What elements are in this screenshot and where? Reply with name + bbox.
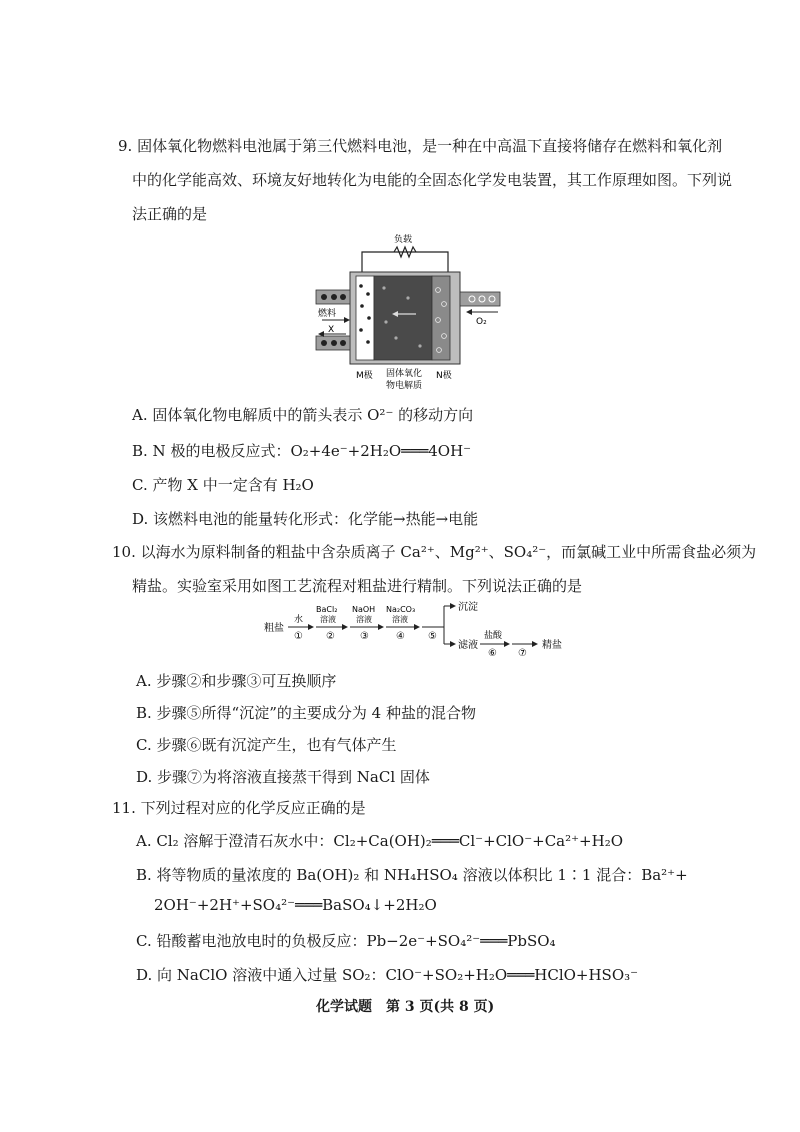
svg-text:②: ② bbox=[326, 631, 335, 642]
svg-text:⑤: ⑤ bbox=[428, 631, 437, 642]
q11-stem: 11. 下列过程对应的化学反应正确的是 bbox=[112, 799, 366, 817]
fine-salt-label: 精盐 bbox=[542, 640, 562, 651]
q11-option-d: D. 向 NaClO 溶液中通入过量 SO₂：ClO⁻+SO₂+H₂O═══HClO+HSO₃⁻ bbox=[136, 966, 639, 984]
q10-stem-line2: 精盐。实验室采用如图工艺流程对粗盐进行精制。下列说法正确的是 bbox=[132, 577, 583, 595]
q11-option-a: A. Cl₂ 溶解于澄清石灰水中：Cl₂+Ca(OH)₂═══Cl⁻+ClO⁻+Ca²⁺+H₂O bbox=[136, 832, 624, 850]
svg-text:水: 水 bbox=[294, 615, 304, 625]
svg-text:④: ④ bbox=[396, 631, 405, 642]
electrolyte-label-2: 物电解质 bbox=[386, 381, 423, 391]
purification-flow-diagram bbox=[262, 598, 572, 658]
load-label: 负载 bbox=[394, 235, 413, 245]
q11-option-b-line2: 2OH⁻+2H⁺+SO₄²⁻═══BaSO₄↓+2H₂O bbox=[154, 896, 437, 914]
m-electrode bbox=[356, 276, 374, 360]
svg-text:溶液: 溶液 bbox=[320, 615, 336, 624]
svg-text:①: ① bbox=[294, 631, 303, 642]
fuel-cell-diagram bbox=[312, 228, 512, 394]
q9-option-b: B. N 极的电极反应式：O₂+4e⁻+2H₂O═══4OH⁻ bbox=[132, 442, 472, 460]
svg-text:溶液: 溶液 bbox=[392, 615, 408, 624]
fuel-label: 燃料 bbox=[318, 309, 337, 319]
n-pole-label: N极 bbox=[436, 371, 452, 381]
q9-option-a: A. 固体氧化物电解质中的箭头表示 O²⁻ 的移动方向 bbox=[132, 406, 474, 424]
page-footer: 化学试题 第 3 页(共 8 页) bbox=[316, 999, 495, 1015]
crude-salt-label: 粗盐 bbox=[264, 623, 284, 634]
q9-option-d: D. 该燃料电池的能量转化形式：化学能→热能→电能 bbox=[132, 510, 479, 528]
svg-text:盐酸: 盐酸 bbox=[484, 631, 503, 641]
circuit-wire bbox=[362, 252, 448, 272]
filtrate-label: 滤液 bbox=[458, 640, 478, 651]
q11-option-b-line1: B. 将等物质的量浓度的 Ba(OH)₂ 和 NH₄HSO₄ 溶液以体积比 1∶1 混合：Ba²⁺+ bbox=[136, 866, 688, 884]
svg-text:NaOH: NaOH bbox=[352, 605, 376, 614]
svg-text:⑦: ⑦ bbox=[518, 648, 527, 658]
svg-text:BaCl₂: BaCl₂ bbox=[316, 605, 338, 614]
electrolyte-label-1: 固体氧化 bbox=[386, 369, 423, 379]
q10-option-c: C. 步骤⑥既有沉淀产生，也有气体产生 bbox=[136, 736, 397, 754]
m-pole-label: M极 bbox=[356, 371, 373, 381]
svg-text:Na₂CO₃: Na₂CO₃ bbox=[386, 605, 416, 614]
oxygen-inlet-pipe bbox=[460, 292, 500, 306]
q9-option-c: C. 产物 X 中一定含有 H₂O bbox=[132, 476, 314, 494]
q9-stem-line1: 9. 固体氧化物燃料电池属于第三代燃料电池，是一种在中高温下直接将储存在燃料和氧化剂 bbox=[118, 137, 723, 155]
svg-text:溶液: 溶液 bbox=[356, 615, 372, 624]
svg-text:⑥: ⑥ bbox=[488, 648, 497, 658]
q9-stem-line2: 中的化学能高效、环境友好地转化为电能的全固态化学发电装置，其工作原理如图。下列说 bbox=[132, 171, 733, 189]
q10-option-a: A. 步骤②和步骤③可互换顺序 bbox=[136, 672, 337, 690]
q10-stem-line1: 10. 以海水为原料制备的粗盐中含杂质离子 Ca²⁺、Mg²⁺、SO₄²⁻，而氯碱工业中所需食盐必须为 bbox=[112, 543, 757, 561]
o2-label: O₂ bbox=[476, 317, 487, 327]
x-label: X bbox=[328, 325, 335, 335]
q10-option-b: B. 步骤⑤所得“沉淀”的主要成分为 4 种盐的混合物 bbox=[136, 704, 476, 722]
q9-stem-line3: 法正确的是 bbox=[132, 205, 208, 223]
svg-text:③: ③ bbox=[360, 631, 369, 642]
n-electrode bbox=[432, 276, 450, 360]
q10-option-d: D. 步骤⑦为将溶液直接蒸干得到 NaCl 固体 bbox=[136, 768, 430, 786]
q11-option-c: C. 铅酸蓄电池放电时的负极反应：Pb−2e⁻+SO₄²⁻═══PbSO₄ bbox=[136, 932, 556, 950]
precipitate-label: 沉淀 bbox=[458, 602, 478, 613]
